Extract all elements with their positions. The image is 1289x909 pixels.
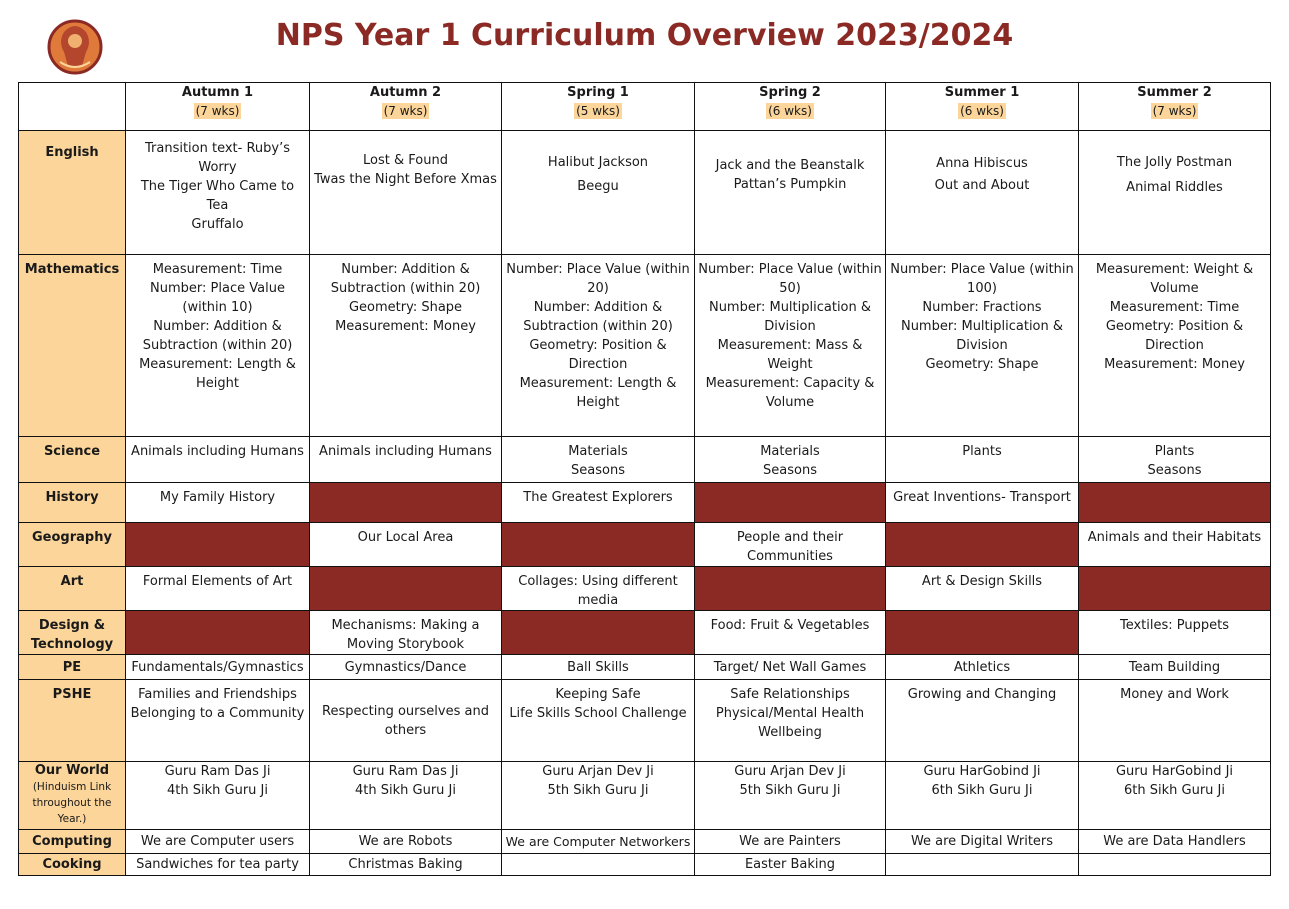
cell: The Jolly Postman Animal Riddles	[1079, 131, 1271, 255]
cell: Gymnastics/Dance	[310, 655, 502, 680]
blank-cell	[695, 567, 886, 611]
cell: Art & Design Skills	[886, 567, 1079, 611]
cell: Measurement: Time Number: Place Value (within 10) Number: Addition & Subtraction (within 20) Measurement: Length & Height	[126, 255, 310, 437]
cell: The Greatest Explorers	[502, 483, 695, 523]
term-weeks: (6 wks)	[960, 104, 1004, 118]
blank-cell	[502, 523, 695, 567]
blank-cell	[695, 483, 886, 523]
cell: Great Inventions- Transport	[886, 483, 1079, 523]
cell: Athletics	[886, 655, 1079, 680]
cell	[502, 854, 695, 876]
cell: Christmas Baking	[310, 854, 502, 876]
subject-label: Our World	[34, 763, 110, 778]
cell: My Family History	[126, 483, 310, 523]
cell: Food: Fruit & Vegetables	[695, 611, 886, 655]
blank-cell	[886, 611, 1079, 655]
subject-science: Science	[19, 437, 126, 483]
subject-pshe: PSHE	[19, 680, 126, 762]
blank-cell	[310, 483, 502, 523]
cell: Number: Place Value (within 20) Number: Addition & Subtraction (within 20) Geometry: Position & Direction Measurement: Length & Height	[502, 255, 695, 437]
term-weeks: (7 wks)	[195, 104, 240, 118]
subject-computing: Computing	[19, 830, 126, 854]
cell: Anna Hibiscus Out and About	[886, 131, 1079, 255]
cooking-row	[19, 854, 1271, 876]
term-header-row	[19, 83, 1271, 131]
cell: Guru HarGobind Ji 6th Sikh Guru Ji	[1079, 762, 1271, 830]
cell: Families and Friendships Belonging to a Community	[126, 680, 310, 762]
subject-our-world	[19, 762, 126, 830]
term-header-spring-1: Spring 1 (5 wks)	[502, 83, 695, 131]
term-header-autumn-2: Autumn 2 (7 wks)	[310, 83, 502, 131]
cell: Animals including Humans	[310, 437, 502, 483]
cell: Lost & Found Twas the Night Before Xmas	[310, 131, 502, 255]
blank-cell	[310, 567, 502, 611]
blank-cell	[126, 611, 310, 655]
cell: Guru Arjan Dev Ji 5th Sikh Guru Ji	[502, 762, 695, 830]
term-header-autumn-1: Autumn 1 (7 wks)	[126, 83, 310, 131]
blank-cell	[502, 611, 695, 655]
cell: Guru Ram Das Ji 4th Sikh Guru Ji	[126, 762, 310, 830]
cell: Mechanisms: Making a Moving Storybook	[310, 611, 502, 655]
cell: Our Local Area	[310, 523, 502, 567]
cell: Team Building	[1079, 655, 1271, 680]
cell: Respecting ourselves and others	[310, 680, 502, 762]
blank-cell	[886, 523, 1079, 567]
subject-note: (Hinduism Link throughout the Year.)	[32, 781, 112, 825]
cell: Money and Work	[1079, 680, 1271, 762]
cell: We are Painters	[695, 830, 886, 854]
cell	[1079, 854, 1271, 876]
cell: Sandwiches for tea party	[126, 854, 310, 876]
cell: We are Digital Writers	[886, 830, 1079, 854]
cell: Safe Relationships Physical/Mental Health Wellbeing	[695, 680, 886, 762]
blank-cell	[126, 523, 310, 567]
cell: Jack and the Beanstalk Pattan’s Pumpkin	[695, 131, 886, 255]
blank-cell	[1079, 483, 1271, 523]
term-weeks: (6 wks)	[768, 104, 812, 118]
english-row	[19, 131, 1271, 255]
art-row	[19, 567, 1271, 611]
cell: Number: Place Value (within 50) Number: Multiplication & Division Measurement: Mass & Weight Measurement: Capacity & Volume	[695, 255, 886, 437]
cell: Halibut Jackson Beegu	[502, 131, 695, 255]
cell: Collages: Using different media	[502, 567, 695, 611]
cell: People and their Communities	[695, 523, 886, 567]
cell: Target/ Net Wall Games	[695, 655, 886, 680]
cell: Plants Seasons	[1079, 437, 1271, 483]
our-world-row	[19, 762, 1271, 830]
blank-cell	[1079, 567, 1271, 611]
cell: Animals including Humans	[126, 437, 310, 483]
cell	[886, 854, 1079, 876]
cell: Materials Seasons	[695, 437, 886, 483]
cell: Keeping Safe Life Skills School Challenge	[502, 680, 695, 762]
cell: Textiles: Puppets	[1079, 611, 1271, 655]
cell: Animals and their Habitats	[1079, 523, 1271, 567]
page-title: NPS Year 1 Curriculum Overview 2023/2024	[275, 18, 1014, 53]
cell: Number: Place Value (within 100) Number: Fractions Number: Multiplication & Division Geometry: Shape	[886, 255, 1079, 437]
cell: Transition text- Ruby’s Worry The Tiger Who Came to Tea Gruffalo	[126, 131, 310, 255]
cell: We are Computer Networkers	[502, 830, 695, 854]
term-header-summer-1: Summer 1 (6 wks)	[886, 83, 1079, 131]
term-weeks: (5 wks)	[576, 104, 620, 118]
term-header-summer-2: Summer 2 (7 wks)	[1079, 83, 1271, 131]
cell: Number: Addition & Subtraction (within 20) Geometry: Shape Measurement: Money	[310, 255, 502, 437]
cell: Guru Arjan Dev Ji 5th Sikh Guru Ji	[695, 762, 886, 830]
pshe-row	[19, 680, 1271, 762]
pe-row	[19, 655, 1271, 680]
cell: Growing and Changing	[886, 680, 1079, 762]
geography-row	[19, 523, 1271, 567]
term-weeks: (7 wks)	[1152, 104, 1197, 118]
cell: Formal Elements of Art	[126, 567, 310, 611]
cell: We are Computer users	[126, 830, 310, 854]
subject-cooking: Cooking	[19, 854, 126, 876]
subject-mathematics: Mathematics	[19, 255, 126, 437]
subject-history: History	[19, 483, 126, 523]
cell: Guru HarGobind Ji 6th Sikh Guru Ji	[886, 762, 1079, 830]
computing-row	[19, 830, 1271, 854]
subject-pe: PE	[19, 655, 126, 680]
term-header-spring-2: Spring 2 (6 wks)	[695, 83, 886, 131]
subject-geography: Geography	[19, 523, 126, 567]
cell: We are Data Handlers	[1079, 830, 1271, 854]
curriculum-table	[18, 82, 1271, 876]
cell: We are Robots	[310, 830, 502, 854]
cell: Materials Seasons	[502, 437, 695, 483]
corner-cell	[19, 83, 126, 131]
subject-design-technology: Design & Technology	[19, 611, 126, 655]
cell: Ball Skills	[502, 655, 695, 680]
mathematics-row	[19, 255, 1271, 437]
cell: Guru Ram Das Ji 4th Sikh Guru Ji	[310, 762, 502, 830]
cell: Plants	[886, 437, 1079, 483]
science-row	[19, 437, 1271, 483]
history-row	[19, 483, 1271, 523]
cell: Measurement: Weight & Volume Measurement: Time Geometry: Position & Direction Measurement: Money	[1079, 255, 1271, 437]
subject-art: Art	[19, 567, 126, 611]
cell: Easter Baking	[695, 854, 886, 876]
term-weeks: (7 wks)	[383, 104, 428, 118]
design-technology-row	[19, 611, 1271, 655]
cell: Fundamentals/Gymnastics	[126, 655, 310, 680]
subject-english: English	[19, 131, 126, 255]
